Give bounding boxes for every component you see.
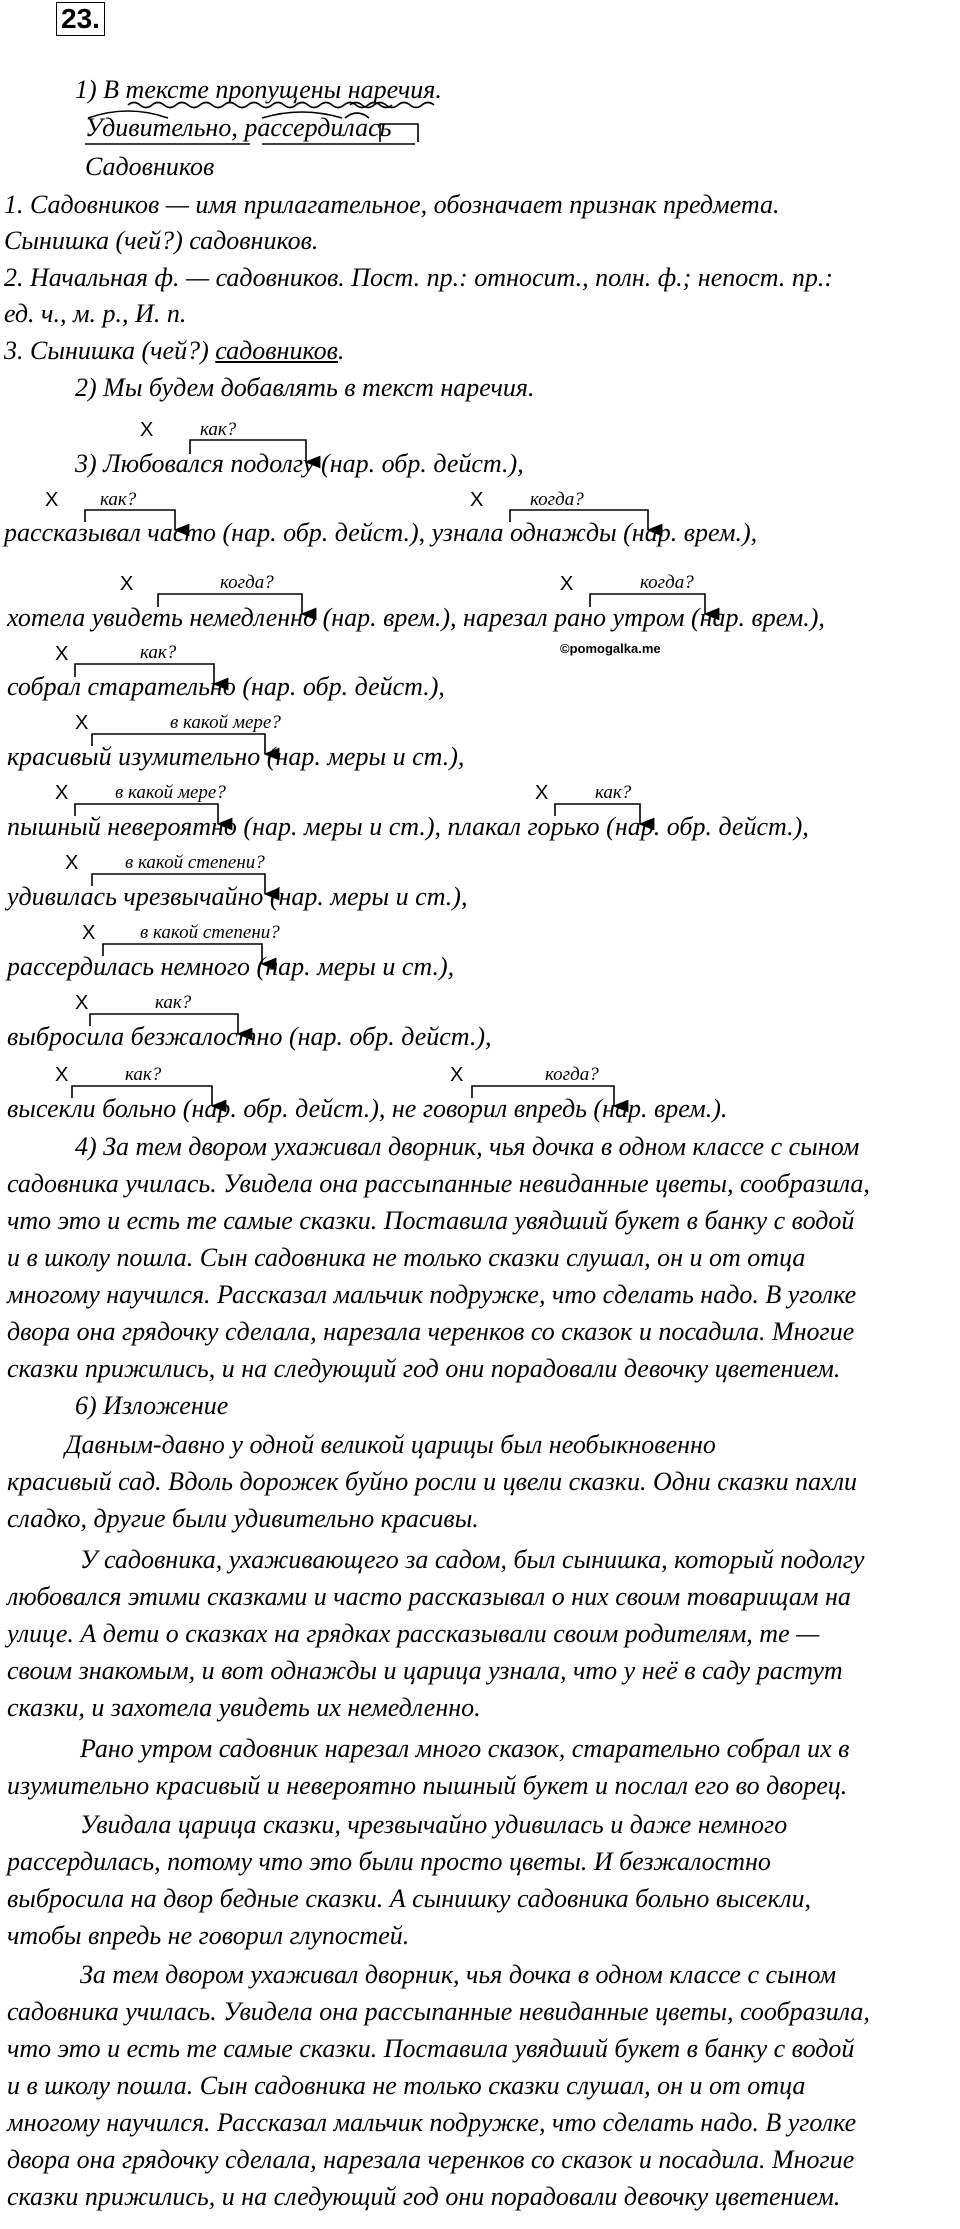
retelling-line-16: садовника училась. Увидела она рассыпанные невиданные цветы, сообразила, — [7, 1997, 870, 2026]
retelling-line-6: улице. А дети о сказках на грядках рассказывали своим родителям, те — — [7, 1619, 820, 1648]
question-label: как? — [140, 642, 177, 663]
head-mark: Х — [75, 712, 89, 734]
head-mark: Х — [75, 992, 89, 1014]
retelling-line-7: своим знакомым, и вот однажды и царица узнала, что у неё в саду растут — [7, 1656, 843, 1685]
retelling-line-17: что это и есть те самые сказки. Поставила увядший букет в банку с водой — [7, 2034, 855, 2063]
question-label: в какой мере? — [170, 712, 281, 733]
analysis-line-1: 1. Садовников — имя прилагательное, обозначает признак предмета. — [4, 190, 780, 219]
question-label: как? — [100, 489, 137, 510]
retelling-line-13: выбросила на двор бедные сказки. А сынишку садовника больно высекли, — [7, 1884, 811, 1913]
question-label: как? — [155, 992, 192, 1013]
head-mark: Х — [560, 573, 574, 595]
question-label: когда? — [530, 489, 584, 510]
adverb-words: Удивительно, рассердилась — [85, 113, 392, 142]
analysis-line-3: 2. Начальная ф. — садовников. Пост. пр.: относит., полн. ф.; непост. пр.: — [4, 263, 834, 292]
question-label: когда? — [220, 572, 274, 593]
question-label: в какой мере? — [115, 782, 226, 803]
retelling-line-3: сладко, другие были удивительно красивы. — [7, 1504, 479, 1533]
head-mark: Х — [82, 922, 96, 944]
section-4-line-2: садовника училась. Увидела она рассыпанные невиданные цветы, сообразила, — [7, 1169, 870, 1198]
retelling-line-11: Увидала царица сказки, чрезвычайно удивилась и даже немного — [80, 1810, 788, 1839]
section-4-line-7: сказки прижились, и на следующий год они порадовали девочку цветением. — [7, 1354, 841, 1383]
watermark: ©pomogalka.me — [560, 641, 661, 656]
head-mark: Х — [120, 573, 134, 595]
retelling-line-1: Давным-давно у одной великой царицы был необыкновенно — [65, 1430, 716, 1459]
question-label: когда? — [640, 572, 694, 593]
retelling-line-5: любовался этими сказками и часто рассказывал о них своим товарищам на — [7, 1582, 851, 1611]
analysis-line-2: Сынишка (чей?) садовников. — [4, 226, 319, 255]
phrase-line-4: собрал старательно (нар. обр. дейст.), — [7, 672, 445, 701]
section-4-line-6: двора она грядочку сделала, нарезала черенков со сказок и посадила. Многие — [7, 1317, 855, 1346]
retelling-line-21: сказки прижились, и на следующий год они порадовали девочку цветением. — [7, 2182, 841, 2211]
retelling-line-20: двора она грядочку сделала, нарезала черенков со сказок и посадила. Многие — [7, 2145, 855, 2174]
question-label: когда? — [545, 1064, 599, 1085]
section-4-line-5: многому научился. Рассказал мальчик подружке, что сделать надо. В уголке — [7, 1280, 857, 1309]
analysis-line-5: 3. Сынишка (чей?) садовников. — [4, 336, 345, 365]
retelling-line-9: Рано утром садовник нарезал много сказок, старательно собрал их в — [80, 1734, 850, 1763]
phrase-line-9: выбросила безжалостно (нар. обр. дейст.), — [7, 1022, 492, 1051]
adverb-word-1: Удивительно — [85, 113, 232, 142]
phrase-line-5: красивый изумительно (нар. меры и ст.), — [7, 742, 465, 771]
head-mark: Х — [45, 489, 59, 511]
adverb-word-2: рассердилась — [244, 113, 392, 142]
analysis-line-4: ед. ч., м. р., И. п. — [4, 299, 187, 328]
retelling-line-18: и в школу пошла. Сын садовника не только сказки слушал, он и от отца — [7, 2071, 806, 2100]
head-mark: Х — [55, 643, 69, 665]
head-mark: Х — [535, 782, 549, 804]
word-sadovnikov: Садовников — [85, 152, 215, 181]
task-number: 23. — [56, 2, 105, 36]
head-mark: Х — [450, 1064, 464, 1086]
phrase-line-6: пышный невероятно (нар. меры и ст.), плакал горько (нар. обр. дейст.), — [7, 812, 809, 841]
retelling-line-10: изумительно красивый и невероятно пышный букет и послал его во дворец. — [7, 1771, 848, 1800]
question-label: как? — [595, 782, 632, 803]
head-mark: Х — [55, 1064, 69, 1086]
head-mark: Х — [55, 782, 69, 804]
section-4-line-3: что это и есть те самые сказки. Поставила увядший букет в банку с водой — [7, 1206, 855, 1235]
underlined-adjective: садовников — [215, 336, 338, 365]
section-6-title: 6) Изложение — [75, 1391, 229, 1420]
phrase-line-1: 3) Любовался подолгу (нар. обр. дейст.), — [75, 449, 524, 478]
retelling-line-14: чтобы впредь не говорил глупостей. — [7, 1921, 410, 1950]
intro-text: 1) В тексте пропущены наречия. — [75, 75, 442, 104]
retelling-line-4: У садовника, ухаживающего за садом, был сынишка, который подолгу — [80, 1545, 865, 1574]
phrase-line-7: удивилась чрезвычайно (нар. меры и ст.), — [7, 882, 468, 911]
section-4-line-4: и в школу пошла. Сын садовника не только сказки слушал, он и от отца — [7, 1243, 806, 1272]
retelling-line-8: сказки, и захотела увидеть их немедленно. — [7, 1693, 481, 1722]
question-label: в какой степени? — [140, 922, 280, 943]
head-mark: Х — [470, 489, 484, 511]
question-label: как? — [125, 1064, 162, 1085]
retelling-line-12: рассердилась, потому что это были просто цветы. И безжалостно — [7, 1847, 771, 1876]
question-label: как? — [200, 419, 237, 440]
retelling-line-2: красивый сад. Вдоль дорожек буйно росли и цвели сказки. Одни сказки пахли — [7, 1467, 858, 1496]
phrase-line-2: рассказывал часто (нар. обр. дейст.), узнала однажды (нар. врем.), — [4, 518, 758, 547]
retelling-line-19: многому научился. Рассказал мальчик подружке, что сделать надо. В уголке — [7, 2108, 857, 2137]
phrase-line-3: хотела увидеть немедленно (нар. врем.), нарезал рано утром (нар. врем.), — [7, 603, 825, 632]
head-mark: Х — [140, 419, 154, 441]
section-2-heading: 2) Мы будем добавлять в текст наречия. — [75, 373, 535, 402]
question-label: в какой степени? — [125, 852, 265, 873]
head-mark: Х — [65, 852, 79, 874]
retelling-line-15: За тем двором ухаживал дворник, чья дочка в одном классе с сыном — [80, 1960, 837, 1989]
phrase-line-8: рассердилась немного (нар. меры и ст.), — [7, 952, 455, 981]
phrase-line-10: высекли больно (нар. обр. дейст.), не говорил впредь (нар. врем.). — [7, 1094, 728, 1123]
section-4-line-1: 4) За тем двором ухаживал дворник, чья дочка в одном классе с сыном — [75, 1132, 860, 1161]
